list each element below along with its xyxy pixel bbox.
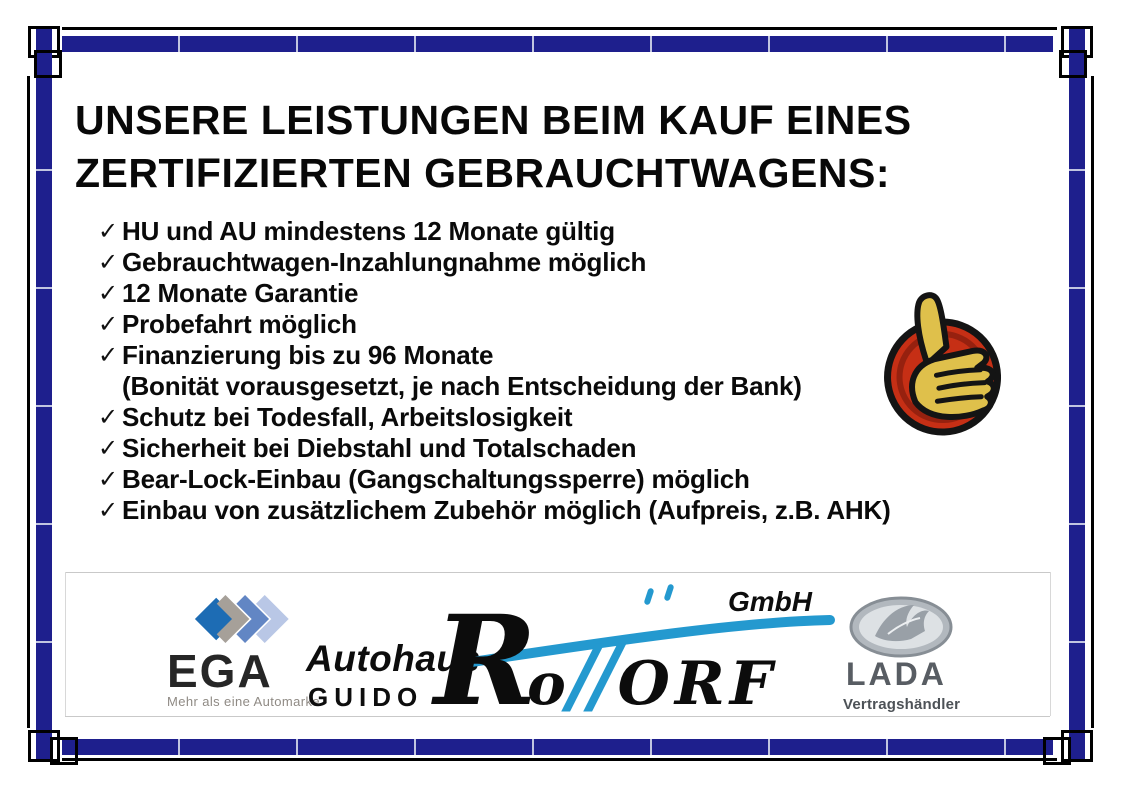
ega-wordmark: EGA [167,645,273,697]
check-text: 12 Monate Garantie [122,278,359,308]
check-subtext: (Bonität vorausgesetzt, je nach Entscheidung der Bank) [122,371,802,401]
frame-band-right [1069,30,1085,759]
corner-square-tr-2 [1059,50,1087,78]
check-item [98,278,891,309]
corner-square-bl-2 [50,737,78,765]
check-text: Einbau von zusätzlichem Zubehör möglich (Aufpreis, z.B. AHK) [122,495,891,525]
checkmark-icon: ✓ [98,311,119,338]
page-title-line1: UNSERE LEISTUNGEN BEIM KAUF EINES [75,97,912,143]
check-text: Finanzierung bis zu 96 Monate [122,340,494,370]
frame-band-bottom [62,739,1053,755]
thumbs-up-icon [873,281,1014,444]
check-body [122,433,636,464]
rottorf-tt-slashes: // [567,628,612,724]
check-body [122,340,802,402]
corner-band-br [1069,733,1085,759]
check-body [122,309,357,340]
corner-square-br-2 [1043,737,1071,765]
checkmark-icon: ✓ [98,435,119,462]
frame-outline-right [1091,76,1094,728]
frame-band-left [36,30,52,759]
checkmark-icon: ✓ [98,342,119,369]
check-text: HU und AU mindestens 12 Monate gültig [122,216,615,246]
check-body [122,402,572,433]
ega-diamonds-icon [190,586,298,652]
frame-outline-left [27,76,30,728]
check-text: Sicherheit bei Diebstahl und Totalschaden [122,433,637,463]
check-item [98,433,891,464]
check-item [98,247,891,278]
lada-badge-icon [848,596,954,658]
check-item [98,495,891,526]
guido-wordmark: GUIDO [308,682,424,712]
checkmark-icon: ✓ [98,218,119,245]
check-body [122,464,750,495]
footer-divider-right [1050,572,1051,716]
page-title-line2: ZERTIFIZIERTEN GEBRAUCHTWAGENS: [75,150,890,196]
frame-band-top [62,36,1053,52]
ega-tagline: Mehr als eine Automarke [167,694,320,709]
checkmark-icon: ✓ [98,497,119,524]
check-item [98,402,891,433]
check-body [122,216,615,247]
check-text: Probefahrt möglich [122,309,357,339]
check-body [122,247,646,278]
checklist [98,216,891,526]
rottorf-o: o [527,650,566,718]
check-item [98,464,891,495]
check-item [98,340,891,402]
page-title [75,94,912,200]
rottorf-orf: ORF [617,649,778,719]
check-text: Schutz bei Todesfall, Arbeitslosigkeit [122,402,573,432]
check-item [98,216,891,247]
lada-dealer-label: Vertragshändler [843,696,961,713]
check-item [98,309,891,340]
check-text: Gebrauchtwagen-Inzahlungnahme möglich [122,247,647,277]
checkmark-icon: ✓ [98,249,119,276]
corner-square-tl-2 [34,50,62,78]
frame-outline-bottom [62,758,1057,761]
check-body [122,495,891,526]
rottorf-r: R [434,589,538,734]
gmbh-label: GmbH [728,586,812,617]
footer-divider-left [65,572,66,716]
autohaus-wordmark: Autohaus [306,638,481,679]
frame-outline-top [62,27,1057,30]
checkmark-icon: ✓ [98,280,119,307]
lada-wordmark: LADA [846,656,947,692]
check-text: Bear-Lock-Einbau (Gangschaltungssperre) möglich [122,464,750,494]
checkmark-icon: ✓ [98,404,119,431]
check-body [122,278,358,309]
checkmark-icon: ✓ [98,466,119,493]
